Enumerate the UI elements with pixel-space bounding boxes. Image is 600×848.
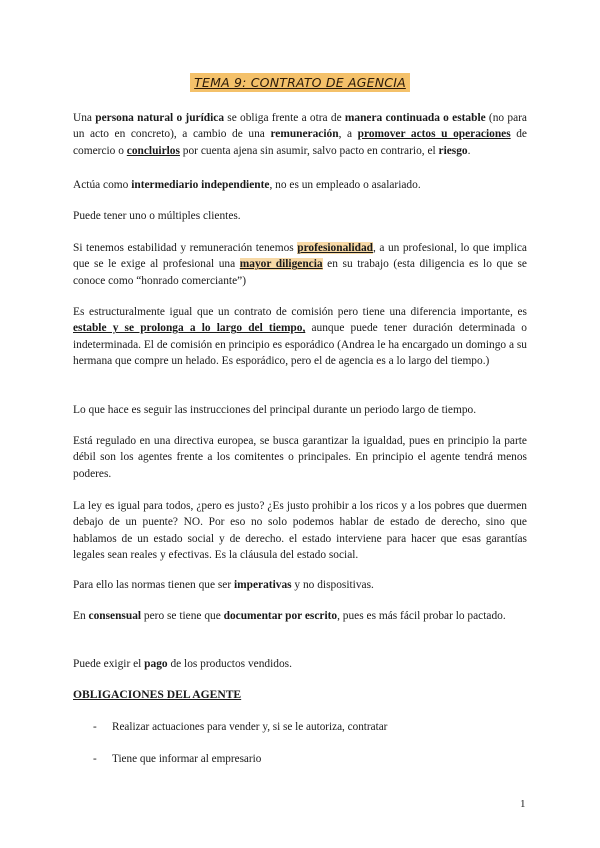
page-number: 1 (520, 798, 526, 810)
list-item: - Realizar actuaciones para vender y, si se le autoriza, contratar (93, 721, 388, 733)
paragraph-commission-comparison: Es estructuralmente igual que un contrato de comisión pero tiene una diferencia importante, es estable y se prolonga a lo largo del tiempo, aunque puede tener duración determinada o indeterminada. El de comisión en principio es esporádico (Andrea le ha encargado un domingo a su hermana que compre un helado. Es esporádico, pero el de agencia es a lo largo del tiempo.) (73, 306, 528, 368)
paragraph-professionalism: Si tenemos estabilidad y remuneración tenemos profesionalidad, a un profesional, lo que implica que se le exige al profesional una mayor diligencia en su trabajo (esta diligencia es lo que se conoce como “honrado comerciante”) (73, 242, 527, 287)
list-bullet: - (93, 753, 97, 765)
paragraph-clients: Puede tener uno o múltiples clientes. (73, 210, 241, 222)
paragraph-imperative: Para ello las normas tienen que ser imperativas y no dispositivas. (73, 579, 374, 591)
paragraph-consensual: En consensual pero se tiene que documentar por escrito, pues es más fácil probar lo pactado. (73, 610, 506, 622)
paragraph-social-state: La ley es igual para todos, ¿pero es justo? ¿Es justo prohibir a los ricos y a los pobres que duermen debajo de un puente? NO. Por eso no solo podemos hablar de estado de derecho, sino que hablamos de un estado social y de derecho. el estado interviene para hacer que esas garantías legales sean reales y efectivas. Es la cláusula del estado social. (73, 500, 527, 562)
list-item: - Tiene que informar al empresario (93, 753, 262, 765)
page-title: TEMA 9: CONTRATO DE AGENCIA (190, 73, 410, 92)
section-heading: OBLIGACIONES DEL AGENTE (73, 688, 242, 701)
paragraph-intermediary: Actúa como intermediario independiente, no es un empleado o asalariado. (73, 179, 421, 191)
paragraph-instructions: Lo que hace es seguir las instrucciones del principal durante un periodo largo de tiempo. (73, 404, 477, 416)
paragraph-payment: Puede exigir el pago de los productos vendidos. (73, 658, 292, 670)
paragraph-directive: Está regulado en una directiva europea, se busca garantizar la igualdad, pues en principio la parte débil son los agentes frente a los comitentes o principales. En principio el agente tendrá menos poderes. (73, 435, 527, 480)
list-bullet: - (93, 721, 97, 733)
paragraph-definition: Una persona natural o jurídica se obliga frente a otra de manera continuada o estable (no para un acto en concreto), a cambio de una remuneración, a promover actos u operaciones de comercio o concluirlos por cuenta ajena sin asumir, salvo pacto en contrario, el riesgo. (73, 112, 527, 157)
